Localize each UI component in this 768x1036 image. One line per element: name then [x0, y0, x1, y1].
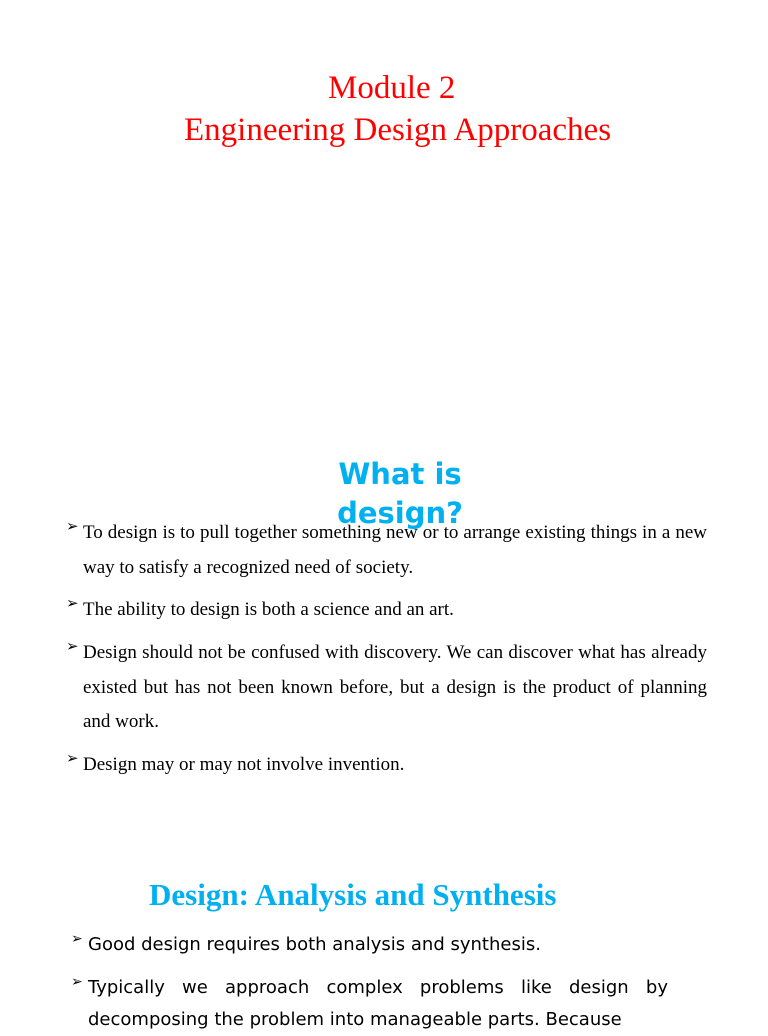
list-item	[71, 929, 668, 961]
bullet-text: The ability to design is both a science and an art.	[83, 599, 454, 620]
list-item	[71, 972, 668, 1036]
module-title: Module 2	[328, 70, 456, 106]
bullet-text: Good design requires both analysis and synthesis.	[88, 934, 541, 955]
bullet-text: Design should not be confused with discovery. We can discover what has already existed but has not been known before, but a design is the product of planning and work.	[83, 642, 707, 732]
arrowhead-bullet-icon: ➢	[66, 594, 79, 612]
arrowhead-bullet-icon: ➢	[71, 931, 83, 947]
arrowhead-bullet-icon: ➢	[66, 637, 79, 655]
list-item	[66, 636, 707, 740]
module-subtitle: Engineering Design Approaches	[184, 112, 612, 148]
bullet-text: To design is to pull together something new or to arrange existing things in a new way to satisfy a recognized need of society.	[83, 522, 707, 578]
list-item	[66, 593, 707, 628]
section-heading-analysis-synthesis: Design: Analysis and Synthesis	[149, 877, 557, 912]
arrowhead-bullet-icon: ➢	[66, 749, 79, 767]
bullet-text: Design may or may not involve invention.	[83, 754, 405, 775]
list-item	[66, 748, 707, 783]
arrowhead-bullet-icon: ➢	[66, 517, 79, 535]
arrowhead-bullet-icon: ➢	[71, 974, 83, 990]
section-heading-what-is-design: What is design?	[337, 457, 463, 530]
bullet-text: Typically we approach complex problems like design by decomposing the problem into manageable parts. Because	[88, 977, 668, 1030]
list-item	[66, 516, 707, 585]
